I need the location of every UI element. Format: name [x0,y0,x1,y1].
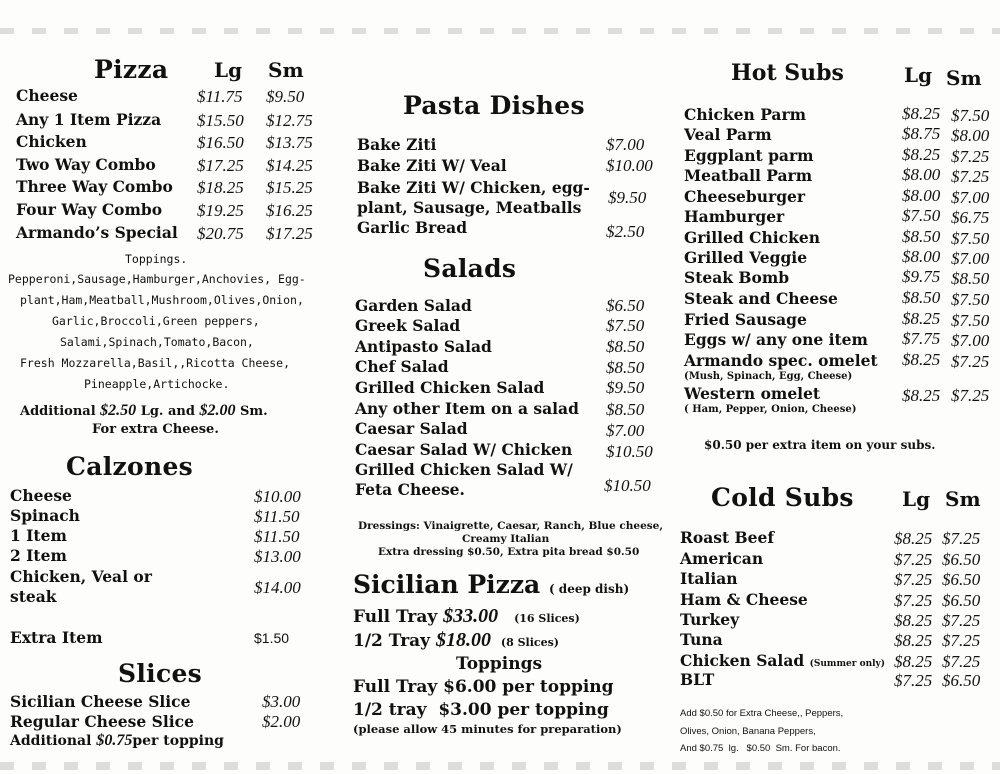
calzone-item-name: Cheese [10,486,72,505]
pasta-item-price: $10.00 [606,156,653,175]
pizza-item-lg-price: $17.25 [197,156,244,175]
sicilian-prep-note: (please allow 45 minutes for preparation) [353,722,622,736]
calzone-item-name: Chicken, Veal or [10,567,152,586]
salad-item-price: $7.00 [606,421,645,440]
cold-subs-addon-note: Olives, Onion, Banana Peppers, [680,726,816,737]
pizza-item-sm-price: $12.75 [266,111,313,130]
cold-sub-lg-price: $7.25 [894,671,933,690]
pasta-item-name: plant, Sausage, Meatballs [357,198,582,217]
pizza-additional-note [20,402,268,420]
toppings-line: Salami,Spinach,Tomato,Bacon, [60,335,254,349]
cold-sub-sm-price: $6.50 [942,550,981,569]
pasta-item-name: Bake Ziti W/ Chicken, egg- [357,178,590,197]
salad-item-name: Grilled Chicken Salad W/ [355,460,573,479]
hot-sub-sm-price: $7.00 [951,331,990,350]
pizza-item-sm-price: $16.25 [266,201,313,220]
pasta-item-price: $7.00 [606,135,645,154]
extra-cheese-note: For extra Cheese. [92,422,219,437]
slice-item-price: $2.00 [262,712,301,731]
calzones-heading: Calzones [66,452,194,481]
calzone-extra-item: Extra Item [10,628,103,647]
additional-text: Lg. and [140,404,195,419]
hot-sub-name: Steak Bomb [684,268,790,287]
hot-sub-lg-price: $8.50 [902,288,941,307]
toppings-line: Fresh Mozzarella,Basil,,Ricotta Cheese, [20,356,291,370]
hot-sub-lg-price: $8.00 [902,186,941,205]
hot-sub-name: Armando spec. omelet [684,351,878,370]
calzone-item-name: 2 Item [10,546,67,565]
hot-sub-lg-price: $9.75 [902,267,941,286]
hot-sub-lg-price: $8.00 [902,165,941,184]
sicilian-half-slices: (8 Slices) [500,636,559,649]
hot-sub-name: Chicken Parm [684,105,807,124]
hot-sub-sm-price: $7.00 [951,188,990,207]
hot-sub-name: Fried Sausage [684,310,807,329]
pizza-item-lg-price: $16.50 [197,133,244,152]
pizza-item-name: Three Way Combo [16,177,173,196]
pizza-item-lg-price: $11.75 [197,87,243,106]
cold-sub-lg-price: $7.25 [894,570,933,589]
western-omelet-name: Western omelet [684,384,821,403]
hot-sub-sm-price: $6.75 [951,208,990,227]
pasta-item-name: Bake Ziti W/ Veal [357,156,507,175]
hot-subs-extra-note: $0.50 per extra item on your subs. [704,438,936,452]
hot-sub-name: Cheeseburger [684,187,806,206]
sicilian-heading [353,570,629,599]
cold-subs-addon-note: Add $0.50 for Extra Cheese,, Peppers, [680,708,844,719]
cold-subs-lg-header: Lg [902,487,931,511]
cold-sub-lg-price: $8.25 [894,631,933,650]
scan-edge-top [0,28,1000,34]
pizza-item-sm-price: $17.25 [266,224,313,243]
sicilian-topping-half: 1/2 tray $3.00 per topping [353,700,609,720]
salad-item-name: Chef Salad [355,357,449,376]
pizza-item-sm-price: $15.25 [266,178,313,197]
salad-item-name: Feta Cheese. [355,480,465,499]
pasta-item-name: Bake Ziti [357,135,437,154]
hot-sub-name: Eggplant parm [684,146,814,165]
cold-sub-sm-price: $7.25 [942,611,981,630]
sicilian-half-label: 1/2 Tray [353,631,431,651]
hot-sub-lg-price: $8.00 [902,247,941,266]
pasta-item-name: Garlic Bread [357,218,468,237]
toppings-line: plant,Ham,Meatball,Mushroom,Olives,Onion, [20,293,304,307]
pizza-item-sm-price: $13.75 [266,133,313,152]
pizza-item-name: Four Way Combo [16,200,163,219]
slices-additional-note [10,732,224,750]
calzone-item-price: $14.00 [254,578,301,597]
toppings-line: Garlic,Broccoli,Green peppers, [52,314,260,328]
additional-text: Additional [10,733,92,749]
hot-sub-lg-price: $8.25 [902,309,941,328]
pizza-item-name: Two Way Combo [16,155,156,174]
hot-sub-lg-price: $8.25 [902,350,941,369]
pasta-heading: Pasta Dishes [403,91,585,120]
western-omelet-lg-price: $8.25 [902,386,941,405]
sicilian-full-slices: (16 Slices) [514,612,580,625]
calzone-item-name: Spinach [10,506,80,525]
hot-sub-sm-price: $7.50 [951,311,990,330]
salad-item-price: $8.50 [606,358,645,377]
salad-item-price: $9.50 [606,378,645,397]
salad-item-name: Caesar Salad [355,419,468,438]
sicilian-full-label: Full Tray [353,607,438,627]
sicilian-toppings-title: Toppings [456,654,543,674]
hot-sub-sm-price: $7.50 [951,290,990,309]
hot-sub-lg-price: $7.50 [902,206,941,225]
toppings-line: Pineapple,Artichocke. [84,377,230,391]
sicilian-subtitle: ( deep dish) [548,582,630,596]
pizza-item-name: Any 1 Item Pizza [16,110,162,129]
slice-item-name: Sicilian Cheese Slice [10,692,191,711]
pizza-item-lg-price: $20.75 [197,224,244,243]
sicilian-full-price: $33.00 [443,605,499,627]
salad-item-name: Caesar Salad W/ Chicken [355,440,573,459]
pasta-item-price: $9.50 [608,188,647,207]
hot-subs-sm-header: Sm [946,66,982,90]
calzone-item-name: 1 Item [10,526,67,545]
pizza-heading: Pizza [94,55,169,84]
pizza-item-sm-price: $14.25 [266,156,313,175]
pasta-item-price: $2.50 [606,222,645,241]
cold-sub-lg-price: $8.25 [894,529,933,548]
hot-sub-sm-price: $7.25 [951,167,990,186]
pizza-lg-header: Lg [214,58,243,82]
cold-subs-sm-header: Sm [945,487,981,511]
cold-subs-heading: Cold Subs [711,483,854,512]
cold-sub-lg-price: $8.25 [894,652,933,671]
salad-item-price: $8.50 [606,400,645,419]
slice-item-price: $3.00 [262,692,301,711]
hot-sub-sm-price: $8.50 [951,269,990,288]
dressings-note: Extra dressing $0.50, Extra pita bread $0.50 [378,546,640,558]
hot-sub-name: Steak and Cheese [684,289,838,308]
cold-sub-name: American [680,549,764,568]
toppings-line: Pepperoni,Sausage,Hamburger,Anchovies, Egg- [8,272,306,286]
salad-item-name: Grilled Chicken Salad [355,378,545,397]
toppings-title: Toppings. [125,252,188,266]
scan-edge-bottom [0,762,1000,770]
cold-sub-name: Italian [680,569,738,588]
hot-sub-name: Veal Parm [684,125,772,144]
hot-subs-lg-header: Lg [904,63,933,87]
calzone-item-price: $11.50 [254,507,300,526]
hot-sub-sm-price: $7.25 [951,352,990,371]
cold-sub-lg-price: $8.25 [894,611,933,630]
hot-sub-name: Eggs w/ any one item [684,330,868,349]
western-omelet-sm-price: $7.25 [951,386,990,405]
cold-sub-sm-price: $7.25 [942,631,981,650]
salad-item-price: $7.50 [606,316,645,335]
hot-sub-sm-price: $7.25 [951,147,990,166]
pizza-item-lg-price: $15.50 [197,111,244,130]
calzone-extra-price: $1.50 [254,630,290,646]
cold-sub-name: Turkey [680,610,740,629]
salad-item-price: $10.50 [606,442,653,461]
pizza-item-lg-price: $19.25 [197,201,244,220]
cold-sub-name: Roast Beef [680,528,775,547]
hot-sub-lg-price: $7.75 [902,329,941,348]
salad-item-name: Any other Item on a salad [355,399,579,418]
hot-sub-sm-price: $8.00 [951,126,990,145]
cold-sub-lg-price: $7.25 [894,591,933,610]
cold-sub-row-chicken-salad [680,651,885,670]
cold-sub-name: BLT [680,670,715,689]
sicilian-title: Sicilian Pizza [353,570,541,599]
pizza-item-lg-price: $18.25 [197,178,244,197]
additional-sm-price: $2.00 [199,402,236,419]
cold-sub-sm-price: $7.25 [942,529,981,548]
cold-sub-sm-price: $6.50 [942,591,981,610]
additional-text: Sm. [240,404,268,419]
sicilian-half-tray [353,629,559,652]
hot-sub-name: Grilled Chicken [684,228,820,247]
pizza-item-name: Cheese [16,86,78,105]
sicilian-full-tray [353,605,580,628]
slice-item-name: Regular Cheese Slice [10,712,194,731]
hot-sub-sm-price: $7.00 [951,249,990,268]
salad-item-name: Antipasto Salad [355,337,492,356]
salad-item-price: $8.50 [606,337,645,356]
hot-sub-name: Hamburger [684,207,785,226]
hot-sub-sm-price: $7.50 [951,106,990,125]
cold-sub-sm-price: $6.50 [942,570,981,589]
western-omelet-note: ( Ham, Pepper, Onion, Cheese) [684,404,857,415]
salad-item-name: Greek Salad [355,316,461,335]
slices-additional-price: $0.75 [96,732,133,749]
cold-sub-sm-price: $6.50 [942,671,981,690]
salad-item-price: $6.50 [606,296,645,315]
salad-item-name: Garden Salad [355,296,472,315]
sicilian-topping-full: Full Tray $6.00 per topping [353,677,614,697]
omelet-note: (Mush, Spinach, Egg, Cheese) [684,371,853,382]
calzone-item-price: $13.00 [254,547,301,566]
slices-heading: Slices [118,659,203,688]
hot-sub-name: Grilled Veggie [684,248,808,267]
calzone-item-price: $10.00 [254,487,301,506]
cold-sub-name: Chicken Salad [680,651,805,670]
additional-text: per topping [132,733,224,749]
calzone-item-price: $11.50 [254,527,300,546]
salad-item-price: $10.50 [604,476,651,495]
cold-sub-sm-price: $7.25 [942,652,981,671]
calzone-item-name: steak [10,587,57,606]
cold-sub-name: Tuna [680,630,723,649]
pizza-sm-header: Sm [268,58,304,82]
cold-sub-name: Ham & Cheese [680,590,808,609]
additional-lg-price: $2.50 [100,402,137,419]
hot-sub-name: Meatball Parm [684,166,813,185]
hot-subs-heading: Hot Subs [731,60,844,86]
cold-subs-addon-note: And $0.75 lg. $0.50 Sm. For bacon. [680,743,841,754]
salads-heading: Salads [423,254,517,283]
cold-sub-note: (Summer only) [809,659,886,669]
additional-text: Additional [20,404,96,419]
hot-sub-lg-price: $8.75 [902,124,941,143]
dressings-note: Dressings: Vinaigrette, Caesar, Ranch, Blue cheese, [358,520,664,532]
pizza-item-sm-price: $9.50 [266,87,305,106]
cold-sub-lg-price: $7.25 [894,550,933,569]
hot-sub-sm-price: $7.50 [951,229,990,248]
hot-sub-lg-price: $8.25 [902,104,941,123]
pizza-item-name: Chicken [16,132,87,151]
pizza-item-name: Armando’s Special [16,223,178,242]
hot-sub-lg-price: $8.50 [902,227,941,246]
sicilian-half-price: $18.00 [435,629,491,651]
dressings-note: Creamy Italian [462,533,550,545]
hot-sub-lg-price: $8.25 [902,145,941,164]
